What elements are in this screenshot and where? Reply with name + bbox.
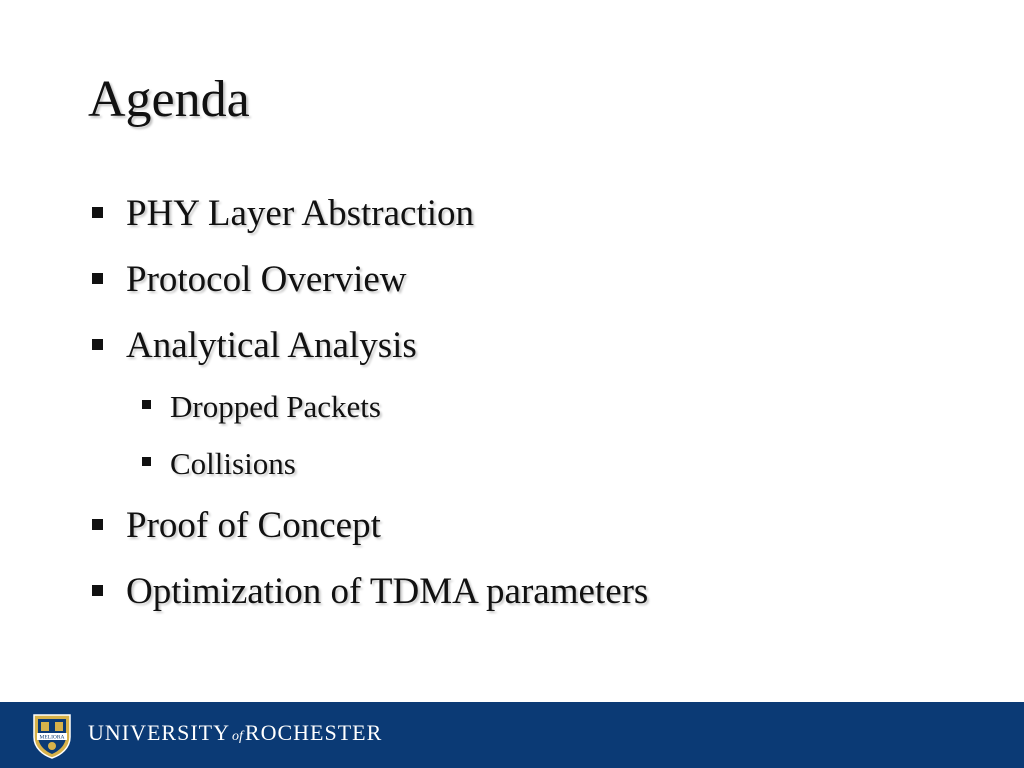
slide-title: Agenda [88, 71, 250, 128]
wordmark-university: UNIVERSITY [88, 720, 230, 745]
square-bullet-icon [142, 400, 151, 409]
square-bullet-icon [92, 519, 103, 530]
agenda-item [88, 318, 968, 384]
square-bullet-icon [92, 585, 103, 596]
agenda-subitem-text: Collisions [170, 446, 296, 481]
university-seal-icon [28, 711, 76, 759]
agenda-item [88, 564, 968, 630]
agenda-item-text: Protocol Overview [126, 259, 407, 300]
agenda-item-text: Proof of Concept [126, 505, 381, 546]
footer-bar [0, 702, 1024, 768]
svg-text:MELIORA: MELIORA [39, 734, 65, 741]
agenda-item [88, 498, 968, 564]
square-bullet-icon [92, 273, 103, 284]
agenda-list [88, 186, 968, 630]
agenda-item [88, 186, 968, 252]
agenda-item-text: Analytical Analysis [126, 325, 417, 366]
agenda-subitem [88, 384, 968, 441]
square-bullet-icon [92, 339, 103, 350]
wordmark-of: of [232, 729, 243, 744]
agenda-item [88, 252, 968, 318]
square-bullet-icon [142, 457, 151, 466]
square-bullet-icon [92, 207, 103, 218]
agenda-item-text: PHY Layer Abstraction [126, 193, 474, 234]
agenda-item-text: Optimization of TDMA parameters [126, 571, 649, 612]
agenda-subitem-text: Dropped Packets [170, 389, 381, 424]
wordmark-rochester: ROCHESTER [244, 720, 383, 745]
university-wordmark [88, 718, 382, 752]
agenda-subitem [88, 441, 968, 498]
